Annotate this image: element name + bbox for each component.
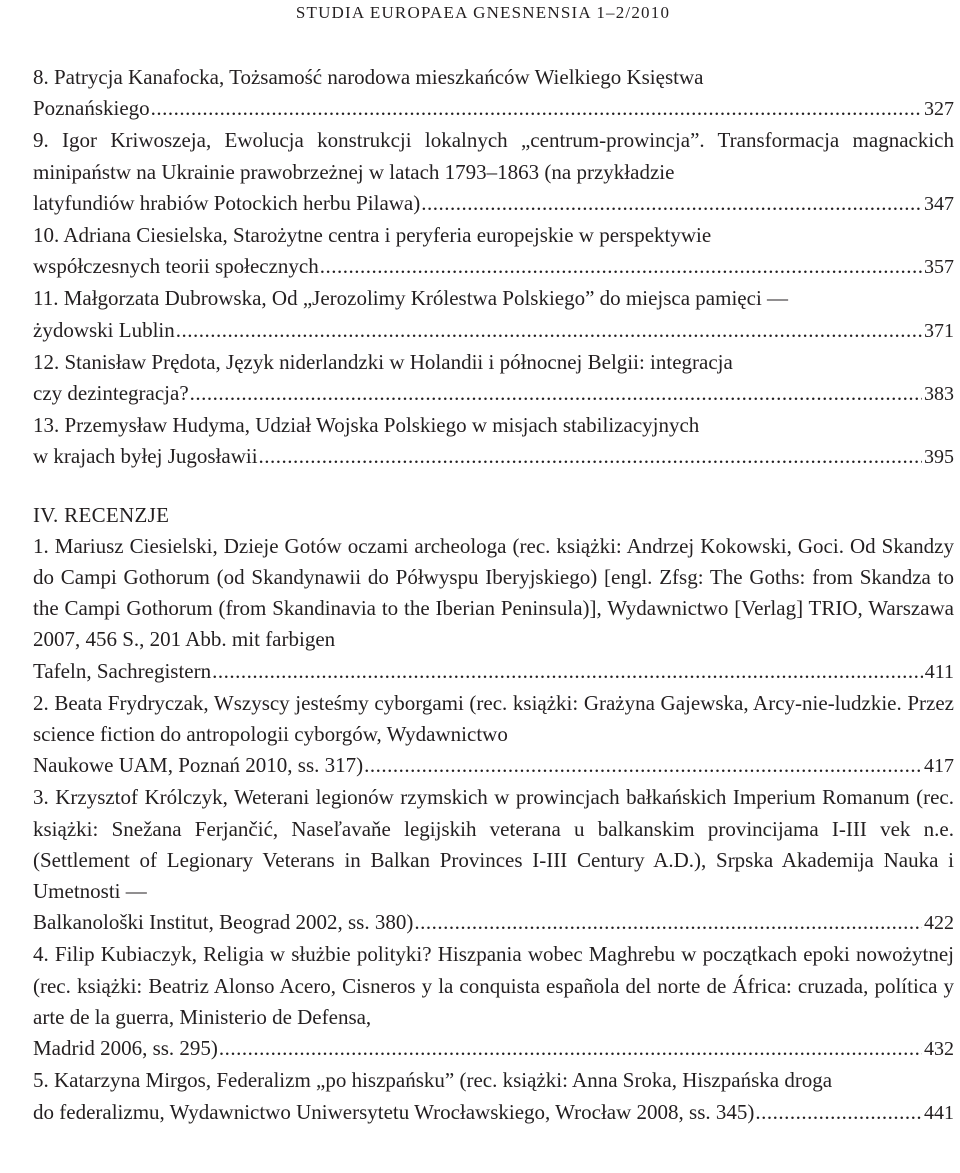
entry-last-text: do federalizmu, Wydawnictwo Uniwersytetu Wrocławskiego, Wrocław 2008, ss. 345) bbox=[33, 1099, 755, 1124]
entry-text: 8. Patrycja Kanafocka, Tożsamość narodowa mieszkańców Wielkiego Księstwa bbox=[33, 65, 704, 89]
entry-last-line bbox=[33, 251, 954, 283]
dot-leader bbox=[414, 907, 922, 938]
entry-text: 3. Krzysztof Królczyk, Weterani legionów rzymskich w prowincjach bałkańskich Imperium Romanum (rec. książki: Snežana Ferjančić, Naseľavaňe legijskih veterana u balkanskim provincijama I-III vek n.e. (Settlement of Legionary Veterans in Balkan Provinces I-III Century A.D.), Srpska Akademija Nauka i Umetnosti — bbox=[33, 785, 954, 904]
entry-last-text: Madrid 2006, ss. 295) bbox=[33, 1036, 218, 1061]
toc-entry[interactable] bbox=[33, 220, 954, 283]
toc-entry[interactable] bbox=[33, 688, 954, 783]
entry-last-text: Tafeln, Sachregistern bbox=[33, 658, 212, 683]
entry-text: 1. Mariusz Ciesielski, Dzieje Gotów oczami archeologa (rec. książki: Andrzej Kokowski, Goci. Od Skandzy do Campi Gothorum (od Skandynawii do Półwyspu Iberyjskiego) [engl. Zfsg: The Goths: from Skandza to the Campi Gothorum (from Skandinavia to the Iberian Peninsula)], Wydawnictwo [Verlag] TRIO, Warszawa 2007, 456 S., 201 Abb. mit farbigen bbox=[33, 533, 954, 652]
entry-last-text: czy dezintegracja? bbox=[33, 381, 189, 406]
table-of-contents bbox=[33, 62, 954, 1129]
entry-last-text: Balkanološki Institut, Beograd 2002, ss. 380) bbox=[33, 910, 414, 935]
toc-entry[interactable] bbox=[33, 62, 954, 125]
page-number: 327 bbox=[924, 98, 954, 121]
entry-last-text: Poznańskiego bbox=[33, 96, 150, 121]
entry-last-line bbox=[33, 1097, 954, 1129]
entry-text: 2. Beata Frydryczak, Wszyscy jesteśmy cyborgami (rec. książki: Grażyna Gajewska, Arcy-nie-ludzkie. Przez science fiction do antropologii cyborgów, Wydawnictwo bbox=[33, 690, 954, 747]
entry-text: 5. Katarzyna Mirgos, Federalizm „po hiszpańsku” (rec. książki: Anna Sroka, Hiszpańska droga bbox=[33, 1068, 833, 1093]
page-number: 395 bbox=[924, 446, 954, 469]
entry-last-text: w krajach byłej Jugosławii bbox=[33, 444, 258, 469]
toc-entry[interactable] bbox=[33, 283, 954, 346]
entry-last-text: Naukowe UAM, Poznań 2010, ss. 317) bbox=[33, 753, 364, 778]
entry-last-line bbox=[33, 93, 954, 125]
toc-entry[interactable] bbox=[33, 782, 954, 939]
entry-text: 11. Małgorzata Dubrowska, Od „Jerozolimy Królestwa Polskiego” do miejsca pamięci — bbox=[33, 286, 789, 311]
dot-leader bbox=[259, 441, 922, 472]
page-number: 347 bbox=[924, 192, 954, 215]
entry-last-line bbox=[33, 907, 954, 939]
entry-last-text: współczesnych teorii społecznych bbox=[33, 254, 319, 279]
dot-leader bbox=[176, 315, 922, 346]
running-head bbox=[0, 0, 960, 26]
entry-last-line bbox=[33, 315, 954, 347]
entry-text: 4. Filip Kubiaczyk, Religia w służbie polityki? Hiszpania wobec Maghrebu w początkach epoki nowożytnej (rec. książki: Beatriz Alonso Acero, Cisneros y la conquista española del norte de África: cruzada, política y arte de la guerra, Ministerio de Defensa, bbox=[33, 942, 954, 1029]
toc-entry[interactable] bbox=[33, 347, 954, 410]
section-spacer bbox=[33, 474, 954, 500]
page-number: 411 bbox=[924, 660, 954, 683]
entry-last-line bbox=[33, 1033, 954, 1065]
entry-text: 9. Igor Kriwoszeja, Ewolucja konstrukcji lokalnych „centrum-prowincja”. Transformacja magnackich minipaństw na Ukrainie prawobrzeżnej w latach 1793–1863 (na przykładzie bbox=[33, 128, 954, 184]
dot-leader bbox=[755, 1097, 922, 1128]
page-number: 417 bbox=[924, 755, 954, 778]
entry-text: 12. Stanisław Prędota, Język niderlandzki w Holandii i północnej Belgii: integracja bbox=[33, 349, 733, 374]
entry-last-line bbox=[33, 378, 954, 410]
toc-entry[interactable] bbox=[33, 939, 954, 1065]
page-number: 441 bbox=[924, 1101, 954, 1124]
running-head-text: STUDIA EUROPAEA GNESNENSIA 1–2/2010 bbox=[295, 3, 671, 22]
entry-last-line bbox=[33, 750, 954, 782]
toc-entry[interactable] bbox=[33, 125, 954, 220]
dot-leader bbox=[320, 251, 922, 282]
page-number: 383 bbox=[924, 383, 954, 406]
dot-leader bbox=[219, 1033, 922, 1064]
toc-entry[interactable] bbox=[33, 531, 954, 688]
toc-entry[interactable] bbox=[33, 410, 954, 473]
entry-last-line bbox=[33, 188, 954, 220]
entry-last-text: latyfundiów hrabiów Potockich herbu Pilawa) bbox=[33, 190, 421, 215]
dot-leader bbox=[190, 378, 922, 409]
page-number: 357 bbox=[924, 256, 954, 279]
entry-last-line bbox=[33, 441, 954, 473]
entry-text: 10. Adriana Ciesielska, Starożytne centra i peryferia europejskie w perspektywie bbox=[33, 223, 712, 248]
page-number: 432 bbox=[924, 1038, 954, 1061]
dot-leader bbox=[364, 750, 922, 781]
dot-leader bbox=[212, 656, 923, 687]
entry-last-line bbox=[33, 656, 954, 688]
page-number: 422 bbox=[924, 912, 954, 935]
dot-leader bbox=[151, 93, 922, 124]
entry-text: 13. Przemysław Hudyma, Udział Wojska Polskiego w misjach stabilizacyjnych bbox=[33, 413, 700, 438]
section-title: IV. RECENZJE bbox=[33, 502, 170, 527]
toc-entry[interactable] bbox=[33, 1065, 954, 1128]
entry-last-text: żydowski Lublin bbox=[33, 317, 175, 342]
page-number: 371 bbox=[924, 319, 954, 342]
dot-leader bbox=[421, 188, 922, 219]
